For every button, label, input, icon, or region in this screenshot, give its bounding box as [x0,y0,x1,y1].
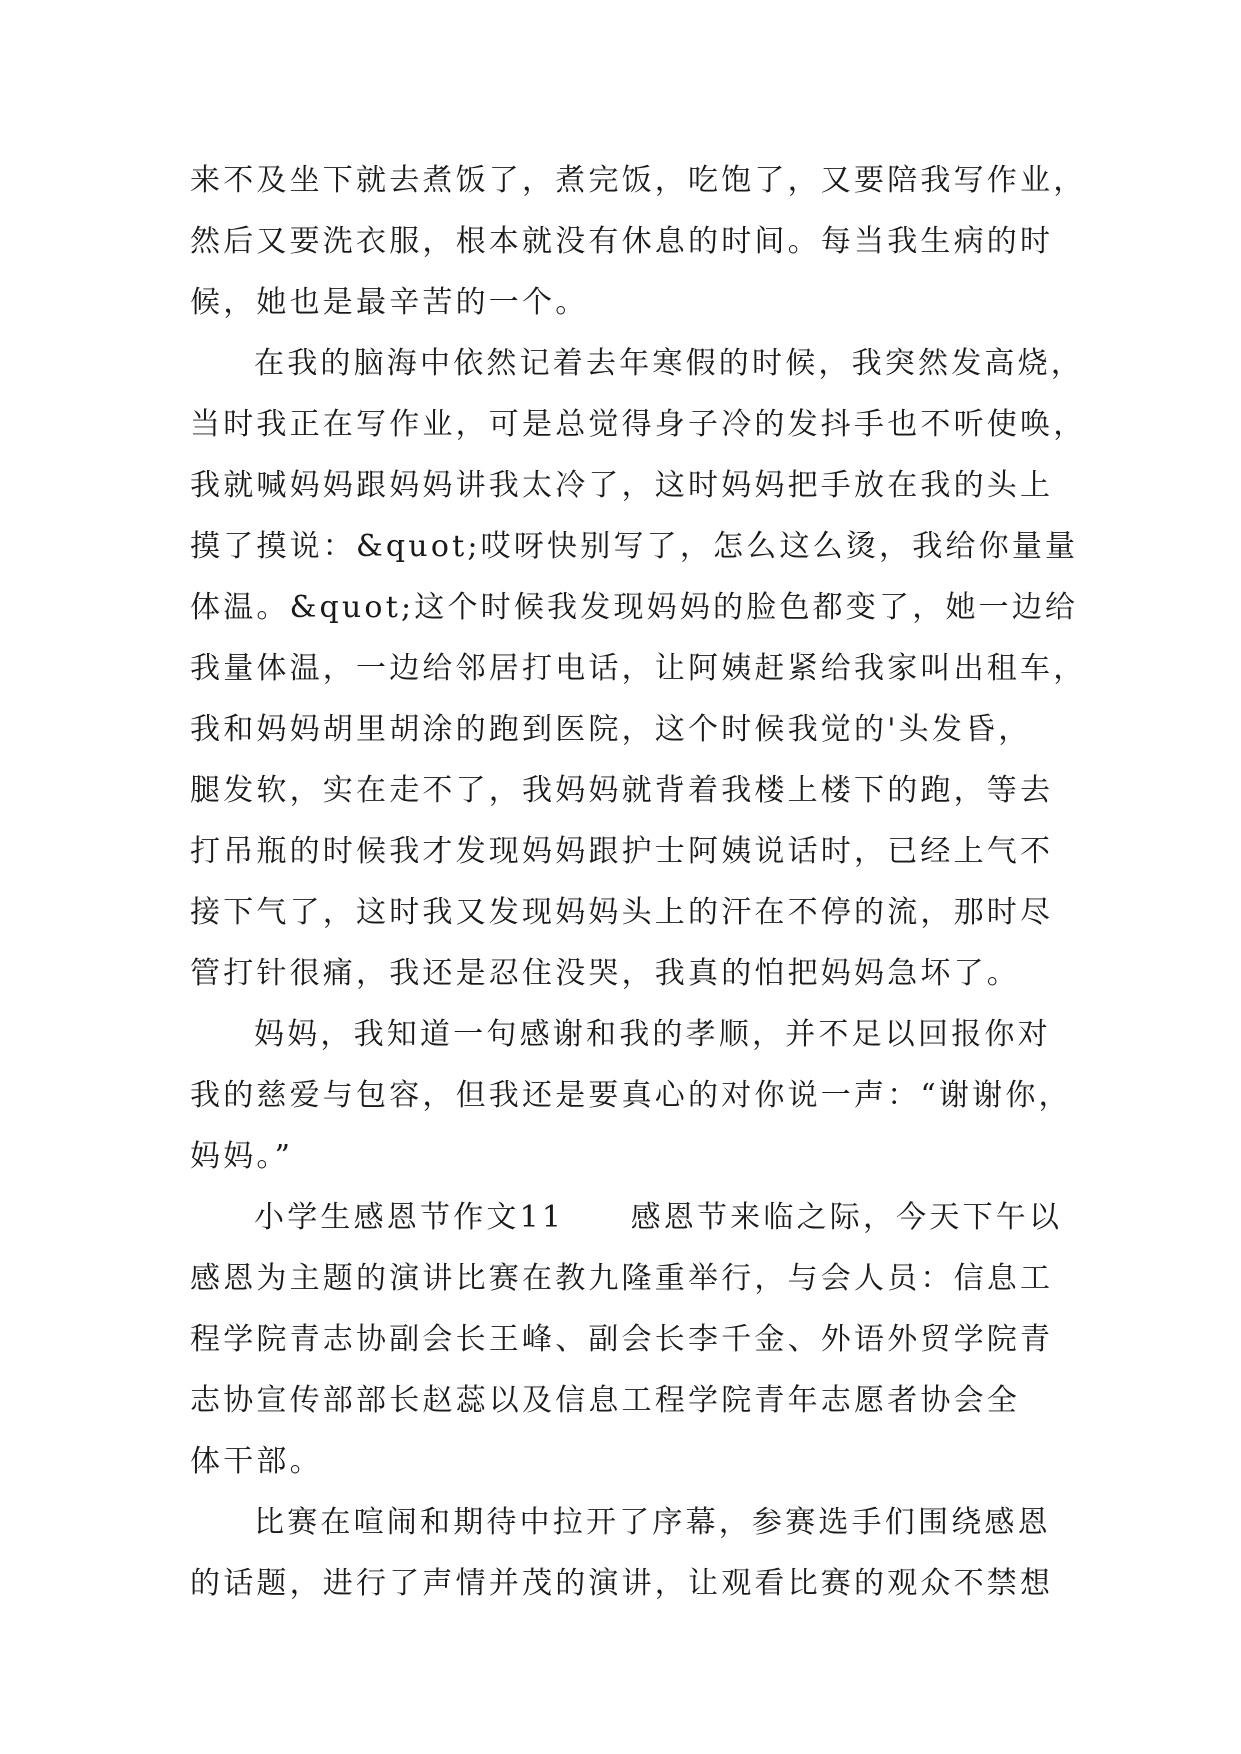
text-line: 来不及坐下就去煮饭了，煮完饭，吃饱了，又要陪我写作业， [190,163,1087,198]
text-line: 当时我正在写作业，可是总觉得身子冷的发抖手也不听使唤， [190,407,1087,442]
text-line: 接下气了，这时我又发现妈妈头上的汗在不停的流，那时尽 [190,895,1054,930]
text-line: 腿发软，实在走不了，我妈妈就背着我楼上楼下的跑，等去 [190,773,1054,808]
body-text [190,150,1087,1614]
text-line: 在我的脑海中依然记着去年寒假的时候，我突然发高烧， [254,346,1084,381]
text-line: 妈妈。” [190,1139,294,1174]
text-line: 妈妈，我知道一句感谢和我的孝顺，并不足以回报你对 [254,1017,1051,1052]
text-line: 管打针很痛，我还是忍住没哭，我真的怕把妈妈急坏了。 [190,956,1020,991]
text-line: 打吊瓶的时候我才发现妈妈跟护士阿姨说话时，已经上气不 [190,834,1054,869]
text-line: 体干部。 [190,1444,323,1479]
text-line: 小学生感恩节作文11 感恩节来临之际，今天下午以 [254,1200,1063,1235]
text-line: 程学院青志协副会长王峰、副会长李千金、外语外贸学院青 [190,1322,1054,1357]
text-line: 感恩为主题的演讲比赛在教九隆重举行，与会人员：信息工 [190,1261,1054,1296]
text-line: 比赛在喧闹和期待中拉开了序幕，参赛选手们围绕感恩 [254,1505,1051,1540]
text-line: 摸了摸说：&quot;哎呀快别写了，怎么这么烫，我给你量量 [190,529,1079,564]
text-line: 志协宣传部部长赵蕊以及信息工程学院青年志愿者协会全 [190,1383,1020,1418]
text-line: 候，她也是最辛苦的一个。 [190,285,589,320]
text-line: 的话题，进行了声情并茂的演讲，让观看比赛的观众不禁想 [190,1566,1054,1601]
text-line: 然后又要洗衣服，根本就没有休息的时间。每当我生病的时 [190,224,1054,259]
text-line: 我和妈妈胡里胡涂的跑到医院，这个时候我觉的'头发昏， [190,712,1032,747]
text-line: 体温。&quot;这个时候我发现妈妈的脸色都变了，她一边给 [190,590,1079,625]
text-line: 我就喊妈妈跟妈妈讲我太冷了，这时妈妈把手放在我的头上 [190,468,1054,503]
text-line: 我的慈爱与包容，但我还是要真心的对你说一声：“谢谢你， [190,1078,1072,1113]
text-line: 我量体温，一边给邻居打电话，让阿姨赶紧给我家叫出租车， [190,651,1087,686]
